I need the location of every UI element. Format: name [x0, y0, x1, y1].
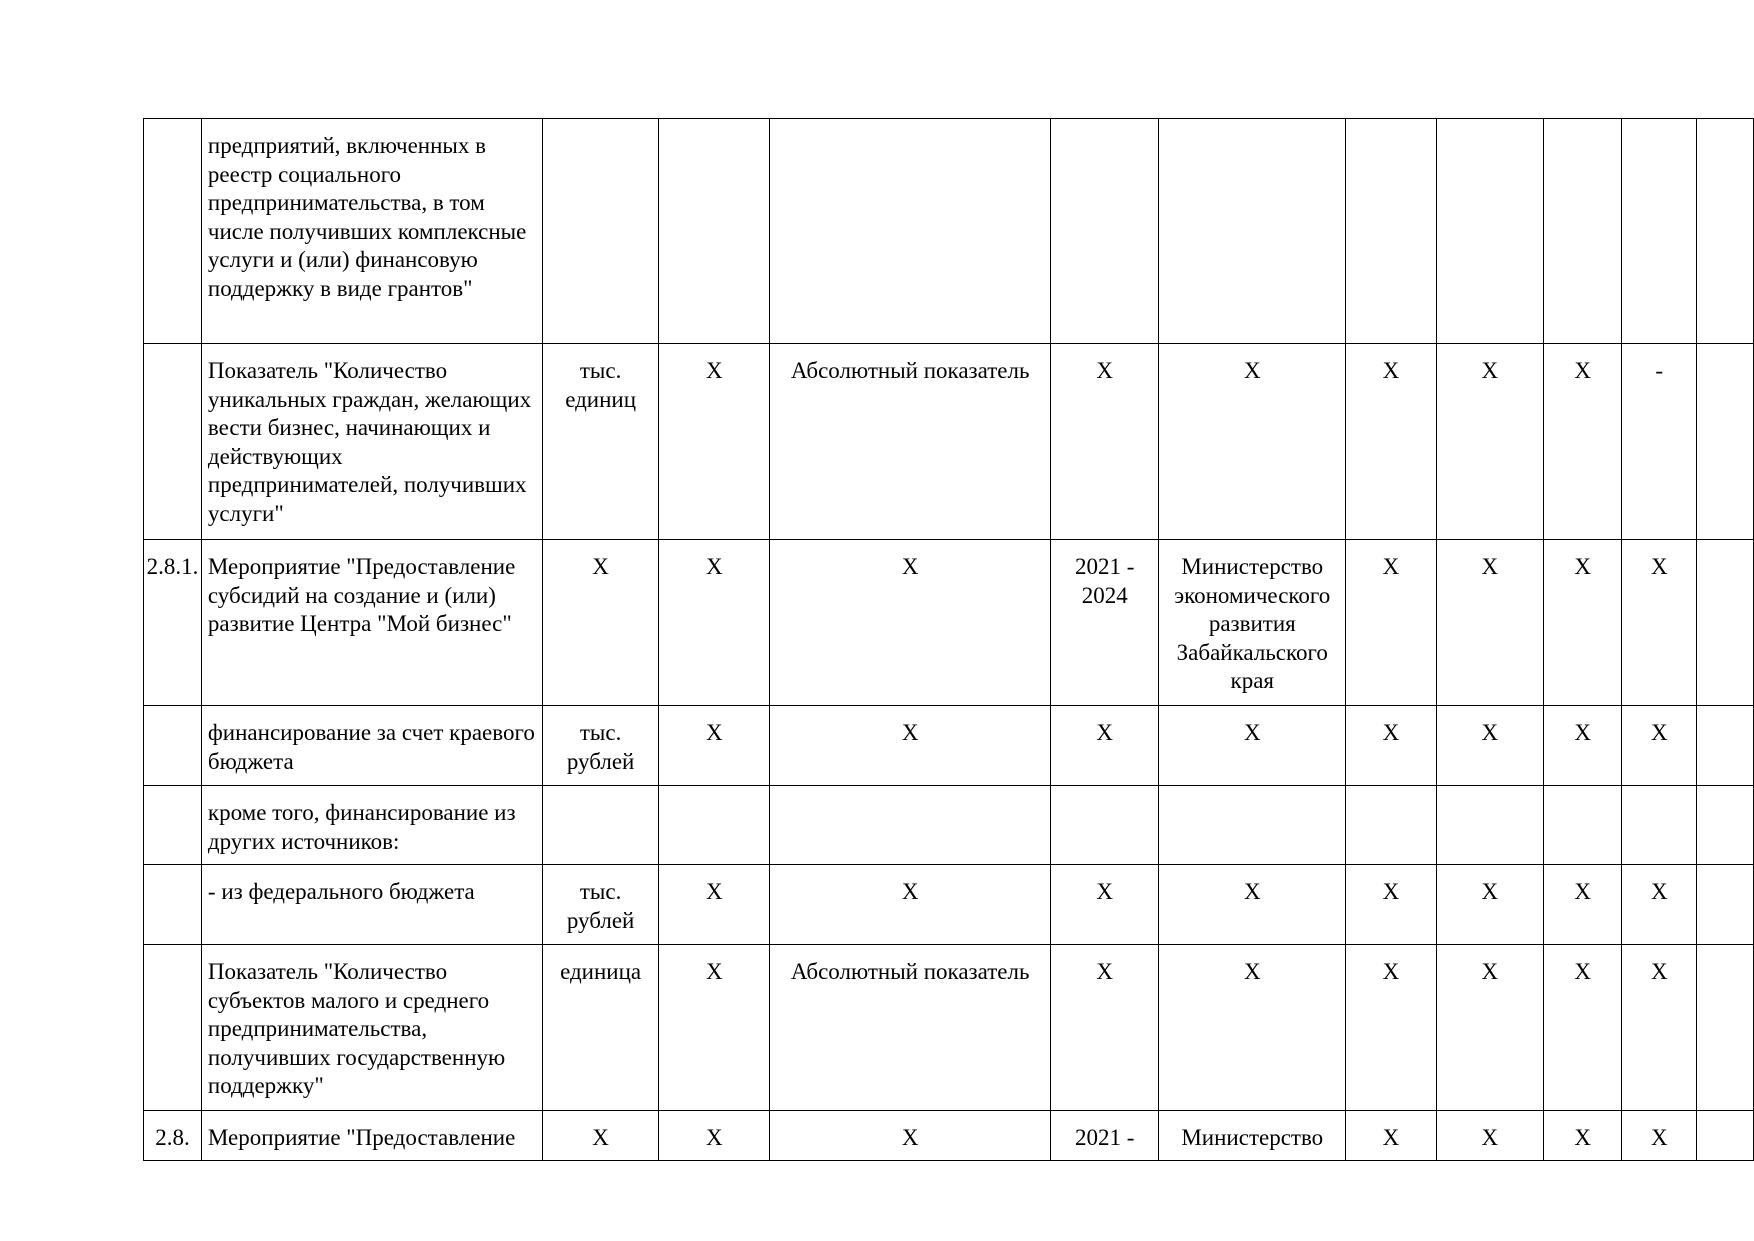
table-cell: X — [1622, 1111, 1697, 1161]
item-name-cell: предприятий, включенных в реестр социального предпринимательства, в том числе получивших комплексные услуги и (или) финансовую поддержку в виде грантов" — [201, 119, 542, 344]
executor-cell — [1159, 786, 1346, 865]
table-cell: X — [1543, 706, 1621, 786]
table-cell: X — [1436, 706, 1543, 786]
indicator-type-cell: Абсолютный показатель — [770, 945, 1051, 1111]
table-cell — [1436, 786, 1543, 865]
unit-cell — [542, 786, 658, 865]
table-cell: X — [1543, 945, 1621, 1111]
table-cell: X — [1543, 540, 1621, 706]
table-cell: X — [659, 1111, 770, 1161]
table-cell — [1697, 706, 1754, 786]
table-cell — [1697, 119, 1754, 344]
table-cell: X — [1622, 945, 1697, 1111]
period-cell: X — [1051, 865, 1159, 945]
period-cell: X — [1051, 706, 1159, 786]
table-cell: X — [659, 540, 770, 706]
table-cell: X — [1543, 865, 1621, 945]
table-cell: X — [1436, 865, 1543, 945]
table-row — [144, 706, 1754, 786]
unit-cell: тыс. рублей — [542, 865, 658, 945]
table-row — [144, 1111, 1754, 1161]
table-cell: X — [1346, 1111, 1437, 1161]
item-number-cell — [144, 865, 202, 945]
table-cell: X — [1436, 945, 1543, 1111]
table-cell: X — [659, 865, 770, 945]
item-number-cell — [144, 706, 202, 786]
item-number-cell — [144, 945, 202, 1111]
table-row — [144, 344, 1754, 540]
table-cell: X — [1346, 945, 1437, 1111]
period-cell: 2021 - 2024 — [1051, 540, 1159, 706]
table-cell — [1436, 119, 1543, 344]
table-cell: X — [1622, 706, 1697, 786]
executor-cell: X — [1159, 706, 1346, 786]
item-name-cell: кроме того, финансирование из других источников: — [201, 786, 542, 865]
executor-cell: X — [1159, 865, 1346, 945]
executor-cell: Министерство экономического развития Забайкальского края — [1159, 540, 1346, 706]
item-name-cell: Показатель "Количество уникальных граждан, желающих вести бизнес, начинающих и действующих предпринимателей, получивших услуги" — [201, 344, 542, 540]
table-row — [144, 119, 1754, 344]
table-cell: X — [1346, 540, 1437, 706]
unit-cell: тыс. единиц — [542, 344, 658, 540]
table-cell — [1697, 945, 1754, 1111]
executor-cell: Министерство — [1159, 1111, 1346, 1161]
table-cell — [1543, 786, 1621, 865]
table-cell: X — [659, 945, 770, 1111]
executor-cell: X — [1159, 945, 1346, 1111]
item-name-cell: Мероприятие "Предоставление — [201, 1111, 542, 1161]
table-cell: X — [1436, 344, 1543, 540]
table-cell: X — [1436, 1111, 1543, 1161]
table-row — [144, 865, 1754, 945]
item-name-cell: Мероприятие "Предоставление субсидий на создание и (или) развитие Центра "Мой бизнес" — [201, 540, 542, 706]
item-name-cell: Показатель "Количество субъектов малого и среднего предпринимательства, получивших государственную поддержку" — [201, 945, 542, 1111]
indicator-type-cell: X — [770, 865, 1051, 945]
unit-cell: X — [542, 1111, 658, 1161]
item-name-cell: финансирование за счет краевого бюджета — [201, 706, 542, 786]
table-cell: X — [1436, 540, 1543, 706]
unit-cell: тыс. рублей — [542, 706, 658, 786]
item-name-cell: - из федерального бюджета — [201, 865, 542, 945]
table-cell: X — [659, 344, 770, 540]
table-cell — [1622, 119, 1697, 344]
indicator-type-cell: X — [770, 1111, 1051, 1161]
item-number-cell — [144, 786, 202, 865]
table-cell: X — [1622, 865, 1697, 945]
table-cell — [659, 786, 770, 865]
item-number-cell — [144, 119, 202, 344]
table-cell: X — [1543, 1111, 1621, 1161]
period-cell: X — [1051, 344, 1159, 540]
table-cell: X — [1543, 344, 1621, 540]
table-cell — [1622, 786, 1697, 865]
period-cell — [1051, 786, 1159, 865]
table-cell: X — [1622, 540, 1697, 706]
table-cell: X — [1346, 344, 1437, 540]
unit-cell — [542, 119, 658, 344]
program-table — [143, 118, 1754, 1161]
table-cell — [1697, 786, 1754, 865]
table-cell: - — [1622, 344, 1697, 540]
item-number-cell — [144, 344, 202, 540]
executor-cell: X — [1159, 344, 1346, 540]
indicator-type-cell: X — [770, 540, 1051, 706]
indicator-type-cell — [770, 119, 1051, 344]
period-cell: 2021 - — [1051, 1111, 1159, 1161]
period-cell: X — [1051, 945, 1159, 1111]
table-row — [144, 540, 1754, 706]
table-cell — [1697, 1111, 1754, 1161]
item-number-cell: 2.8.1. — [144, 540, 202, 706]
table-cell — [1543, 119, 1621, 344]
table-cell: X — [1346, 706, 1437, 786]
indicator-type-cell — [770, 786, 1051, 865]
table-cell — [1697, 865, 1754, 945]
table-row — [144, 786, 1754, 865]
indicator-type-cell: X — [770, 706, 1051, 786]
unit-cell: X — [542, 540, 658, 706]
table-row — [144, 945, 1754, 1111]
unit-cell: единица — [542, 945, 658, 1111]
indicator-type-cell: Абсолютный показатель — [770, 344, 1051, 540]
table-cell — [1346, 119, 1437, 344]
period-cell — [1051, 119, 1159, 344]
item-number-cell: 2.8. — [144, 1111, 202, 1161]
table-cell — [1346, 786, 1437, 865]
table-cell — [1697, 344, 1754, 540]
executor-cell — [1159, 119, 1346, 344]
table-cell: X — [1346, 865, 1437, 945]
table-cell — [1697, 540, 1754, 706]
table-cell — [659, 119, 770, 344]
table-cell: X — [659, 706, 770, 786]
